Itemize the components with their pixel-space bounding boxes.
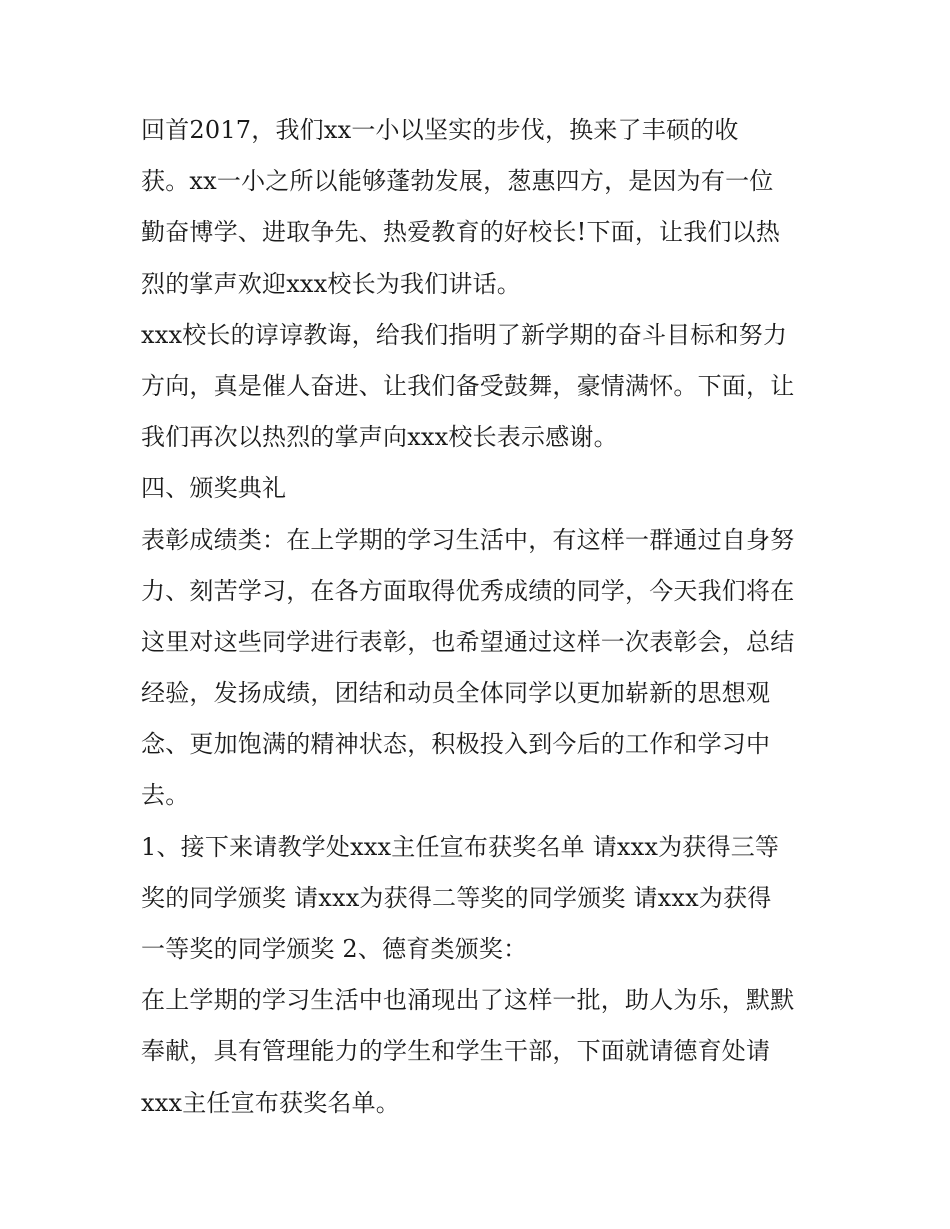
- text-line: 念、更加饱满的精神状态，积极投入到今后的工作和学习中: [141, 730, 771, 759]
- text-line: 去。: [141, 781, 190, 810]
- text-line: 这里对这些同学进行表彰，也希望通过这样一次表彰会，总结: [141, 627, 795, 656]
- text-line: 回首2017，我们xx一小以坚实的步伐，换来了丰硕的收: [141, 116, 739, 144]
- text-line: 烈的掌声欢迎xxx校长为我们讲话。: [141, 269, 522, 298]
- text-line: 力、刻苦学习，在各方面取得优秀成绩的同学，今天我们将在: [141, 576, 795, 605]
- text-line: 在上学期的学习生活中也涌现出了这样一批，助人为乐，默默: [141, 986, 795, 1015]
- text-line: 勤奋博学、进取争先、热爱教育的好校长!下面，让我们以热: [141, 218, 781, 247]
- section-heading: 四、颁奖典礼: [141, 474, 287, 503]
- text-line: 获。xx一小之所以能够蓬勃发展，葱惠四方，是因为有一位: [141, 167, 774, 196]
- text-line: xxx主任宣布获奖名单。: [141, 1088, 401, 1117]
- text-line: 表彰成绩类：在上学期的学习生活中，有这样一群通过自身努: [141, 525, 795, 554]
- text-line: 1、接下来请教学处xxx主任宣布获奖名单 请xxx为获得三等: [141, 832, 780, 861]
- text-line: xxx校长的谆谆教诲，给我们指明了新学期的奋斗目标和努力: [141, 320, 788, 349]
- text-line: 奖的同学颁奖 请xxx为获得二等奖的同学颁奖 请xxx为获得: [141, 883, 772, 912]
- text-line: 奉献，具有管理能力的学生和学生干部，下面就请德育处请: [141, 1037, 771, 1066]
- text-line: 方向，真是催人奋进、让我们备受鼓舞，豪情满怀。下面，让: [141, 371, 795, 400]
- text-line: 我们再次以热烈的掌声向xxx校长表示感谢。: [141, 423, 618, 452]
- text-line: 经验，发扬成绩，团结和动员全体同学以更加崭新的思想观: [141, 679, 771, 708]
- text-line: 一等奖的同学颁奖 2、德育类颁奖：: [141, 935, 528, 963]
- document-body: [141, 109, 831, 1133]
